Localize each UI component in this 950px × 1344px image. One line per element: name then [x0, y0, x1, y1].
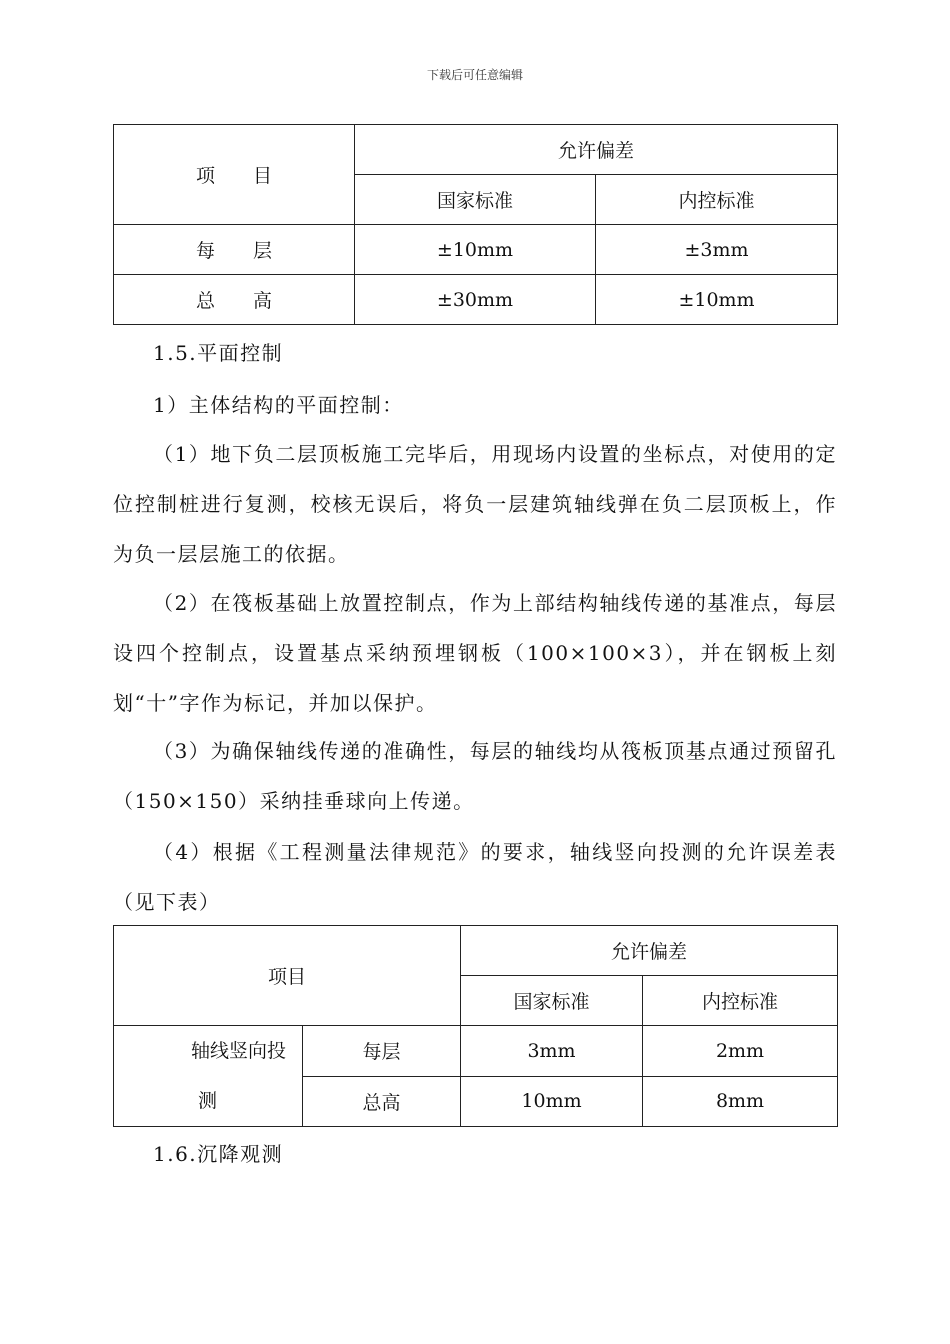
paragraph-3: （2）在筏板基础上放置控制点，作为上部结构轴线传递的基准点，每层设四个控制点，设置基点采纳预埋钢板（100×100×3），并在钢板上刻划“十”字作为标记，并加以保护。 — [113, 591, 837, 715]
internal-value: 8mm — [643, 1076, 838, 1127]
paragraph-1: 1）主体结构的平面控制： — [153, 393, 404, 417]
row-label: 总高 — [303, 1076, 461, 1127]
internal-value: ±3mm — [596, 225, 838, 275]
internal-value: ±10mm — [596, 275, 838, 325]
table-row — [114, 1026, 838, 1077]
national-value: 3mm — [461, 1026, 643, 1077]
allow-header: 允许偏差 — [355, 125, 838, 175]
section-heading-1-5: 1.5.平面控制 — [153, 341, 284, 365]
item-header: 项 目 — [114, 125, 355, 225]
page-header: 下载后可任意编辑 — [426, 68, 523, 82]
table-row — [114, 275, 838, 325]
group-label — [114, 1026, 303, 1127]
row-label: 每 层 — [114, 225, 355, 275]
tolerance-table-2 — [113, 925, 838, 1127]
internal-value: 2mm — [643, 1026, 838, 1077]
allow-header: 允许偏差 — [461, 926, 838, 976]
row-label: 总 高 — [114, 275, 355, 325]
national-header: 国家标准 — [355, 175, 596, 225]
paragraph-5: （4）根据《工程测量法律规范》的要求，轴线竖向投测的允许误差表（见下表） — [113, 840, 837, 914]
section-heading-1-6: 1.6.沉降观测 — [153, 1142, 284, 1166]
row-label: 每层 — [303, 1026, 461, 1077]
group-label-line1: 轴线竖向投 — [190, 1040, 286, 1062]
national-value: ±10mm — [355, 225, 596, 275]
table-row — [114, 125, 838, 175]
national-header: 国家标准 — [461, 976, 643, 1026]
group-label-line2: 测 — [198, 1090, 218, 1112]
item-header: 项目 — [114, 926, 461, 1026]
paragraph-4: （3）为确保轴线传递的准确性，每层的轴线均从筏板顶基点通过预留孔（150×150）采纳挂垂球向上传递。 — [113, 739, 837, 813]
tolerance-table-1 — [113, 124, 838, 325]
table-row — [114, 926, 838, 976]
paragraph-2: （1）地下负二层顶板施工完毕后，用现场内设置的坐标点，对使用的定位控制桩进行复测，校核无误后，将负一层建筑轴线弹在负二层顶板上，作为负一层层施工的依据。 — [113, 442, 837, 566]
internal-header: 内控标准 — [643, 976, 838, 1026]
internal-header: 内控标准 — [596, 175, 838, 225]
table-row — [114, 225, 838, 275]
national-value: 10mm — [461, 1076, 643, 1127]
national-value: ±30mm — [355, 275, 596, 325]
